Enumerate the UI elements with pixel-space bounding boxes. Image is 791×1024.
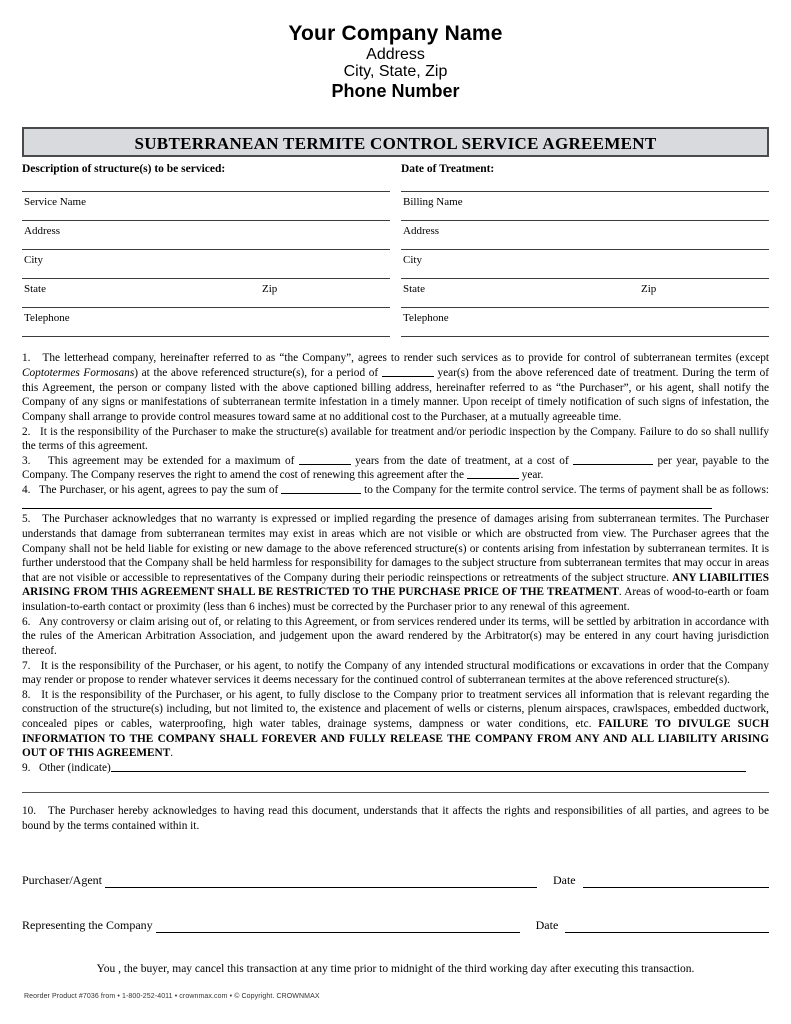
term-number: 4. xyxy=(22,484,31,497)
field-label: State xyxy=(24,283,46,296)
purchaser-date-line[interactable] xyxy=(583,874,769,888)
term-text-bold: ANY LIABILITIES ARISING FROM THIS AGREEMENT SHALL BE RESTRICTED TO THE PURCHASE PRICE OF THE TREATMENT xyxy=(22,571,769,599)
blank-payment-terms[interactable] xyxy=(22,508,712,509)
field-label: City xyxy=(24,254,43,267)
term-paragraph-6 xyxy=(22,615,769,659)
term-text: Any controversy or claim arising out of, or relating to this Agreement, or from services rendered under its terms, will be settled by arbitration in accordance with the rules of the American Arbitration Association, and judgement upon the award rendered by the Arbitrator(s) may be entered in any court having jurisdiction thereof. xyxy=(22,615,769,657)
term-number: 3. xyxy=(22,454,31,467)
term-text: It is the responsibility of the Purchaser to make the structure(s) available for treatment and/or periodic inspection by the Company. Failure to do so shall nullify the terms of this agreement. xyxy=(22,425,769,453)
blank-payment-sum[interactable] xyxy=(281,493,361,494)
term-text: This agreement may be extended for a maximum of xyxy=(47,454,299,467)
field-service-state-zip[interactable] xyxy=(22,278,390,307)
field-billing-city[interactable] xyxy=(401,249,769,278)
term-text: Other (indicate) xyxy=(38,761,111,774)
term-number: 10. xyxy=(22,804,37,817)
term-paragraph-2 xyxy=(22,425,769,454)
purchaser-signature-row xyxy=(22,873,769,888)
term-text: The Purchaser, or his agent, agrees to pay the sum of xyxy=(38,484,282,497)
company-signature-label: Representing the Company xyxy=(22,918,153,933)
term-number: 1. xyxy=(22,352,31,365)
field-label: State xyxy=(403,283,425,296)
blank-extension-years[interactable] xyxy=(299,464,351,465)
term-number: 6. xyxy=(22,615,31,628)
term-text: year. xyxy=(518,469,544,482)
term-text-bold: FAILURE TO DIVULGE SUCH INFORMATION TO THE COMPANY SHALL FOREVER AND FULLY RELEASE THE COMPANY FROM ANY AND ALL LIABILITY ARISING OUT OF THIS AGREEMENT xyxy=(22,718,769,760)
term-text: years from the date of treatment, at a cost of xyxy=(350,454,574,467)
cancellation-notice: You , the buyer, may cancel this transaction at any time prior to midnight of the third working day after executing this transaction. xyxy=(96,963,695,976)
service-column-heading: Description of structure(s) to be serviced: xyxy=(22,163,226,176)
letterhead xyxy=(0,0,791,101)
service-info-column xyxy=(22,163,390,337)
field-label: Billing Name xyxy=(403,196,463,209)
term-paragraph-3 xyxy=(22,454,769,483)
term-text: ) at the above referenced structure(s), for a period of xyxy=(134,367,382,380)
acknowledgement-section xyxy=(22,804,769,833)
field-label: City xyxy=(403,254,422,267)
term-paragraph-8 xyxy=(22,688,769,761)
field-service-address[interactable] xyxy=(22,220,390,249)
field-label-zip: Zip xyxy=(262,283,278,296)
field-label: Address xyxy=(24,225,61,238)
company-signature-row xyxy=(22,918,769,933)
company-name: Your Company Name xyxy=(288,22,503,45)
term-text: year(s) from the above referenced date of treatment. During the term of this Agreement, the person or company listed with the above captioned billing address, hereinafter referred to as “the Purchaser”, or his agent, shall notify the Company of any signs or manifestations of subterranean termite infestation in a timely manner. Upon receipt of timely notification of such signs of infestation, the Company shall arrange to provide control measures toward same at no additional cost to the Purchaser, at a mutually agreeable time. xyxy=(22,367,769,423)
term-number: 9. xyxy=(22,761,31,774)
term-text: . Areas of wood-to-earth or foam insulation-to-earth contact or proximity (less than 6 inches) must be corrected by the Purchaser prior to any renewal of this agreement. xyxy=(22,586,769,614)
field-billing-telephone[interactable] xyxy=(401,307,769,337)
signature-block xyxy=(22,873,769,933)
term-text: per year, payable to the Company. The Company reserves the right to amend the cost of renewing this agreement after the xyxy=(22,454,769,482)
field-service-name[interactable] xyxy=(22,191,390,220)
term-text-italic: Coptotermes Formosans xyxy=(22,367,135,380)
term-paragraph-9 xyxy=(22,761,769,776)
company-signature-line[interactable] xyxy=(156,919,520,933)
field-billing-state-zip[interactable] xyxy=(401,278,769,307)
blank-cost-per-year[interactable] xyxy=(573,464,653,465)
company-date-label: Date xyxy=(535,918,559,933)
billing-info-column xyxy=(401,163,769,337)
field-service-telephone[interactable] xyxy=(22,307,390,337)
term-text: . xyxy=(170,747,174,760)
field-label-zip: Zip xyxy=(641,283,657,296)
term-text: The Purchaser hereby acknowledges to having read this document, understands that it affects the rights and responsibilities of all parties, and agrees to be bound by the terms contained within it. xyxy=(22,804,769,832)
blank-amend-year[interactable] xyxy=(467,478,519,479)
document-title-bar: SUBTERRANEAN TERMITE CONTROL SERVICE AGREEMENT xyxy=(22,127,769,157)
term-text: The Purchaser acknowledges that no warranty is expressed or implied regarding the presence of damages arising from subterranean termites. The Purchaser understands that damage from subterranean termites may exist in areas which are not visible or which are obstructed from view. The Purchaser agrees that the Company shall not be held liable for existing or new damage to the above referenced structure(s) or contents arising from infestation by subterranean termites. It is further understood that the Company shall be held harmless for responsibility for damages to the subject structure from subterranean termites that may occur in areas that are not visible or accessible to representatives of the Company during their periodic reinspections or retreatments of the subject structure. xyxy=(22,513,769,584)
term-paragraph-4 xyxy=(22,483,769,512)
term-paragraph-10 xyxy=(22,804,769,833)
field-label: Telephone xyxy=(403,312,449,325)
field-billing-address[interactable] xyxy=(401,220,769,249)
field-billing-name[interactable] xyxy=(401,191,769,220)
term-paragraph-5 xyxy=(22,512,769,614)
reorder-footer: Reorder Product #7036 from • 1-800-252-4011 • crownmax.com • © Copyright. CROWNMAX xyxy=(24,993,320,1000)
field-service-city[interactable] xyxy=(22,249,390,278)
term-number: 7. xyxy=(22,659,31,672)
term-text: The letterhead company, hereinafter referred to as “the Company”, agrees to render such services as to provide for control of subterranean termites (except xyxy=(42,352,769,365)
form-fields-area xyxy=(22,163,769,337)
term-paragraph-1 xyxy=(22,351,769,424)
term-number: 8. xyxy=(22,688,31,701)
field-label: Address xyxy=(403,225,440,238)
field-label: Service Name xyxy=(24,196,86,209)
term-paragraph-7 xyxy=(22,659,769,688)
blank-other-indicate[interactable] xyxy=(111,771,746,772)
billing-column-heading: Date of Treatment: xyxy=(401,163,495,176)
term-text: to the Company for the termite control service. The terms of payment shall be as follows: xyxy=(361,484,769,497)
term-number: 2. xyxy=(22,425,31,438)
field-label: Telephone xyxy=(24,312,70,325)
term-text: It is the responsibility of the Purchaser, or his agent, to fully disclose to the Company prior to treatment services all information that is relevant regarding the construction of the structure(s) including, but not limited to, the existence and placement of wells or cisterns, plenum airspaces, crawlspaces, embedded ductwork, concealed pipes or cables, waterproofing, high water tables, drainage systems, dampness or water conditions, etc. xyxy=(22,688,769,731)
section-divider xyxy=(22,792,769,793)
company-date-line[interactable] xyxy=(565,919,769,933)
purchaser-signature-line[interactable] xyxy=(105,874,537,888)
term-number: 5. xyxy=(22,513,31,526)
company-city-state-zip: City, State, Zip xyxy=(343,63,448,81)
purchaser-signature-label: Purchaser/Agent xyxy=(22,873,102,888)
purchaser-date-label: Date xyxy=(552,873,576,888)
blank-period-years[interactable] xyxy=(382,376,434,377)
company-address: Address xyxy=(366,45,425,63)
terms-section xyxy=(22,351,769,775)
company-phone: Phone Number xyxy=(331,81,460,102)
term-text: It is the responsibility of the Purchaser, or his agent, to notify the Company of any intended structural modifications or excavations in order that the Company may render or propose to render whatever services it deems necessary for the continued control of subterranean termites at the above referenced structure(s). xyxy=(22,659,769,687)
